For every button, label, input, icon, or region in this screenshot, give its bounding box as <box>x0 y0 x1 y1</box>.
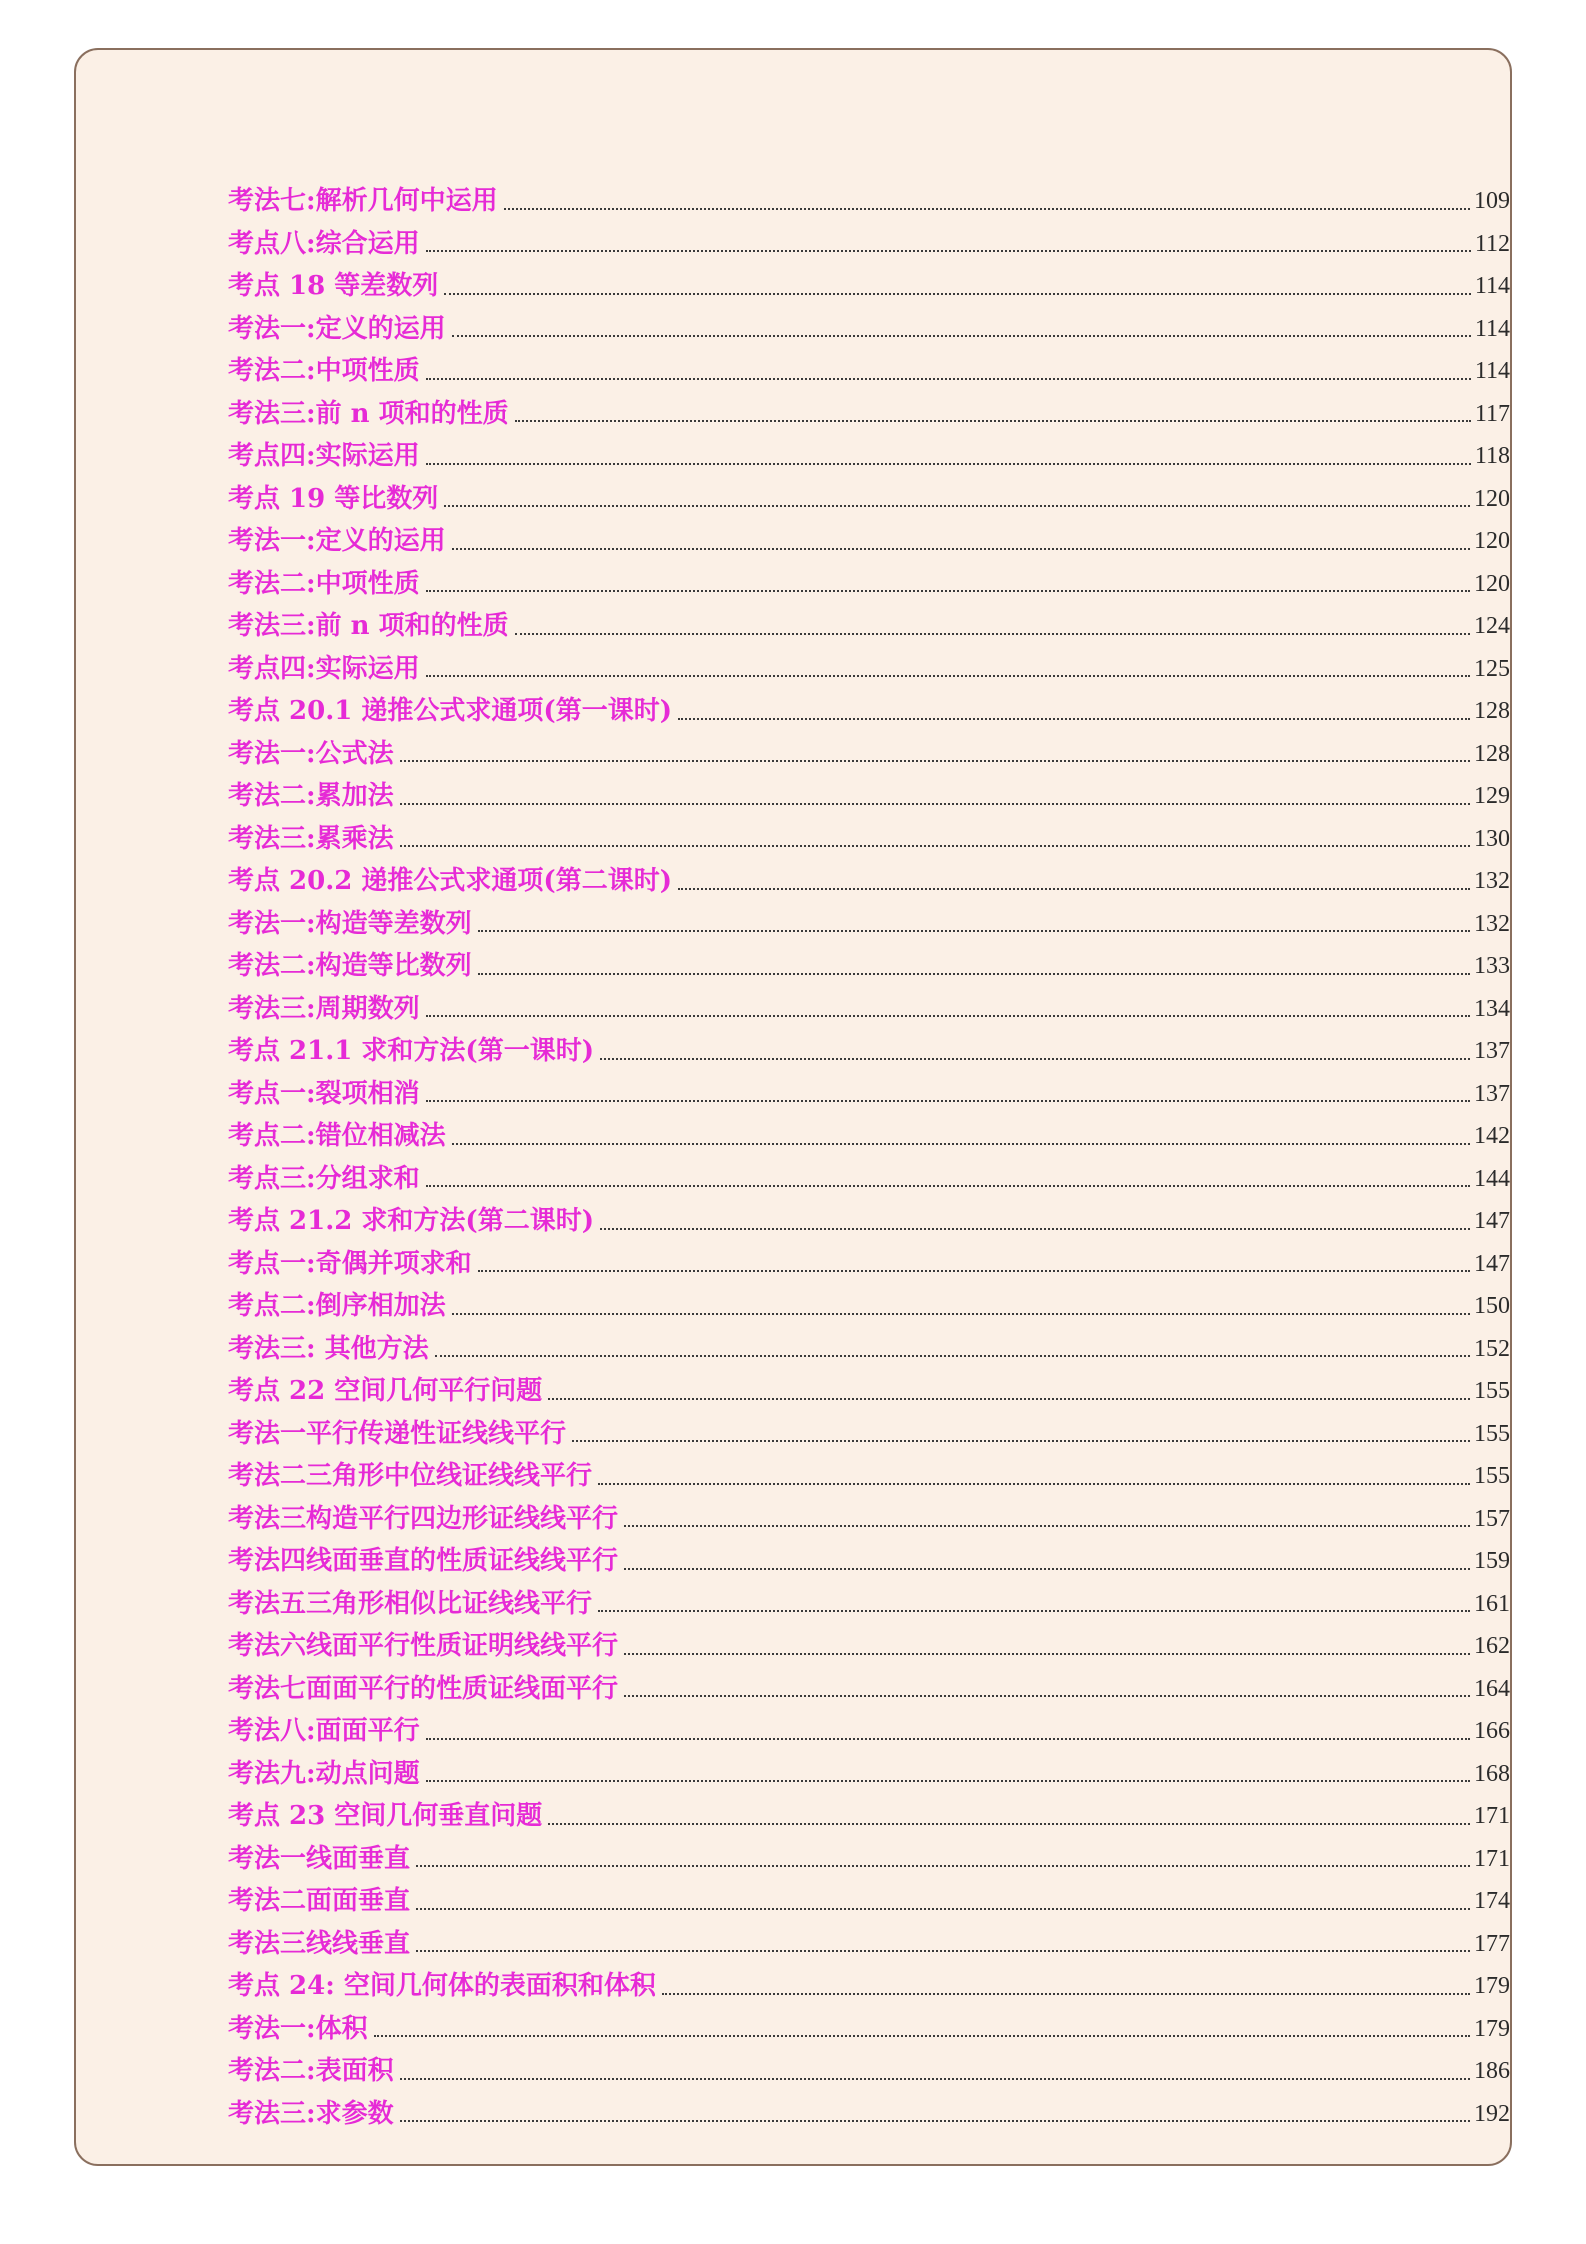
dot-leader <box>416 1907 1470 1910</box>
dot-leader <box>624 1524 1470 1527</box>
toc-entry-title[interactable]: 考法六线面平行性质证明线线平行 <box>228 1631 619 1661</box>
toc-entry[interactable] <box>228 180 1510 223</box>
dot-leader <box>515 632 1470 635</box>
toc-entry-page-number: 174 <box>1474 1888 1510 1914</box>
toc-entry-title[interactable]: 考法四线面垂直的性质证线线平行 <box>228 1546 619 1576</box>
toc-entry[interactable] <box>228 1540 1510 1583</box>
toc-entry-page-number: 162 <box>1474 1633 1510 1659</box>
toc-entry-title[interactable]: 考点 18 等差数列 <box>228 271 439 301</box>
toc-entry[interactable] <box>228 393 1510 436</box>
toc-entry-title[interactable]: 考法二:中项性质 <box>228 356 420 386</box>
toc-entry[interactable] <box>228 945 1510 988</box>
dot-leader <box>478 1269 1470 1272</box>
dot-leader <box>400 802 1470 805</box>
toc-entry[interactable] <box>228 1498 1510 1541</box>
toc-entry[interactable] <box>228 860 1510 903</box>
toc-entry[interactable] <box>228 1285 1510 1328</box>
toc-entry[interactable] <box>228 648 1510 691</box>
toc-entry-page-number: 159 <box>1474 1548 1510 1574</box>
toc-entry-page-number: 144 <box>1474 1165 1510 1192</box>
toc-entry[interactable] <box>228 733 1510 776</box>
toc-entry[interactable] <box>228 435 1510 478</box>
toc-entry[interactable] <box>228 690 1510 733</box>
toc-entry[interactable] <box>228 1073 1510 1116</box>
toc-entry[interactable] <box>228 478 1510 521</box>
toc-entry[interactable] <box>228 1030 1510 1073</box>
toc-entry-title[interactable]: 考法一:体积 <box>228 2013 368 2044</box>
dot-leader <box>572 1439 1470 1442</box>
toc-entry-title[interactable]: 考法一平行传递性证线线平行 <box>228 1418 567 1449</box>
toc-entry[interactable] <box>228 563 1510 606</box>
toc-entry[interactable] <box>228 2093 1510 2136</box>
toc-entry[interactable] <box>228 2050 1510 2093</box>
toc-entry[interactable] <box>228 1583 1510 1626</box>
toc-entry[interactable] <box>228 1370 1510 1413</box>
toc-entry-page-number: 120 <box>1474 528 1510 554</box>
toc-entry-page-number: 164 <box>1474 1675 1510 1702</box>
dot-leader <box>426 1184 1470 1187</box>
dot-leader <box>426 1737 1470 1740</box>
toc-entry[interactable] <box>228 988 1510 1031</box>
toc-entry-title[interactable]: 考法九:动点问题 <box>228 1758 420 1789</box>
toc-entry[interactable] <box>228 520 1510 563</box>
dot-leader <box>426 1779 1470 1782</box>
toc-entry[interactable] <box>228 223 1510 266</box>
toc-entry[interactable] <box>228 1158 1510 1201</box>
toc-entry-title[interactable]: 考法二三角形中位线证线线平行 <box>228 1461 593 1491</box>
toc-entry-title[interactable]: 考点二:错位相减法 <box>228 1121 446 1151</box>
toc-entry-title[interactable]: 考法二:构造等比数列 <box>228 951 472 981</box>
dot-leader <box>548 1397 1470 1400</box>
toc-entry[interactable] <box>228 2008 1510 2051</box>
toc-entry-page-number: 147 <box>1474 1250 1510 1277</box>
toc-entry-title[interactable]: 考法三:前 n 项和的性质 <box>228 398 509 429</box>
toc-entry-page-number: 186 <box>1474 2058 1510 2084</box>
dot-leader <box>452 334 1471 337</box>
dot-leader <box>444 292 1471 295</box>
toc-entry-title[interactable]: 考点四:实际运用 <box>228 441 420 471</box>
toc-entry-page-number: 132 <box>1474 910 1510 937</box>
toc-entry-page-number: 124 <box>1474 613 1510 639</box>
dot-leader <box>426 674 1470 677</box>
toc-entry[interactable] <box>228 1115 1510 1158</box>
toc-entry-title[interactable]: 考点四:实际运用 <box>228 653 420 684</box>
dot-leader <box>515 419 1471 422</box>
table-of-contents <box>228 180 1510 2135</box>
toc-entry-title[interactable]: 考点 21.1 求和方法(第一课时) <box>228 1036 595 1066</box>
toc-entry[interactable] <box>228 1965 1510 2008</box>
toc-entry-page-number: 142 <box>1474 1123 1510 1149</box>
toc-entry-page-number: 128 <box>1474 698 1510 724</box>
dot-leader <box>678 887 1470 890</box>
toc-entry-title[interactable]: 考点八:综合运用 <box>228 228 420 259</box>
toc-entry-page-number: 155 <box>1474 1420 1510 1447</box>
dot-leader <box>452 547 1470 550</box>
dot-leader <box>478 929 1470 932</box>
dot-leader <box>400 844 1470 847</box>
toc-entry-title[interactable]: 考法二:中项性质 <box>228 568 420 599</box>
toc-entry-page-number: 147 <box>1474 1208 1510 1234</box>
toc-entry[interactable] <box>228 818 1510 861</box>
toc-entry-title[interactable]: 考点 21.2 求和方法(第二课时) <box>228 1206 595 1236</box>
dot-leader <box>600 1057 1470 1060</box>
toc-entry-title[interactable]: 考法七面面平行的性质证线面平行 <box>228 1673 619 1704</box>
toc-entry[interactable] <box>228 1923 1510 1966</box>
toc-entry-page-number: 150 <box>1474 1293 1510 1319</box>
toc-entry-title[interactable]: 考法一:构造等差数列 <box>228 908 472 939</box>
toc-entry[interactable] <box>228 265 1510 308</box>
toc-entry-title[interactable]: 考法一:定义的运用 <box>228 313 446 344</box>
toc-entry[interactable] <box>228 1795 1510 1838</box>
toc-entry-title[interactable]: 考法三线线垂直 <box>228 1928 411 1959</box>
toc-entry-title[interactable]: 考点 24: 空间几何体的表面积和体积 <box>228 1971 656 2001</box>
toc-entry-page-number: 132 <box>1474 868 1510 894</box>
toc-entry[interactable] <box>228 350 1510 393</box>
toc-entry-title[interactable]: 考点 19 等比数列 <box>228 483 439 514</box>
toc-entry-page-number: 128 <box>1474 740 1510 767</box>
contents-panel <box>74 48 1512 2166</box>
toc-entry-page-number: 166 <box>1474 1718 1510 1744</box>
toc-entry-title[interactable]: 考点 23 空间几何垂直问题 <box>228 1801 543 1831</box>
dot-leader <box>444 504 1470 507</box>
dot-leader <box>426 1014 1470 1017</box>
toc-entry-page-number: 117 <box>1474 400 1510 427</box>
dot-leader <box>624 1652 1470 1655</box>
toc-entry-title[interactable]: 考法一线面垂直 <box>228 1843 411 1874</box>
toc-entry-page-number: 134 <box>1474 995 1510 1022</box>
toc-entry[interactable] <box>228 1455 1510 1498</box>
dot-leader <box>400 759 1470 762</box>
dot-leader <box>548 1822 1470 1825</box>
toc-entry-title[interactable]: 考法五三角形相似比证线线平行 <box>228 1588 593 1619</box>
toc-entry-page-number: 130 <box>1474 825 1510 852</box>
toc-entry-title[interactable]: 考法三: 其他方法 <box>228 1333 429 1364</box>
toc-entry-title[interactable]: 考法二:表面积 <box>228 2056 394 2086</box>
toc-entry-title[interactable]: 考法三:周期数列 <box>228 993 420 1024</box>
dot-leader <box>426 249 1471 252</box>
toc-entry-page-number: 179 <box>1474 1973 1510 1999</box>
dot-leader <box>426 589 1470 592</box>
toc-entry[interactable] <box>228 1753 1510 1796</box>
toc-entry[interactable] <box>228 903 1510 946</box>
dot-leader <box>598 1482 1470 1485</box>
toc-entry-page-number: 152 <box>1474 1335 1510 1362</box>
toc-entry[interactable] <box>228 1668 1510 1711</box>
toc-entry-page-number: 114 <box>1474 358 1510 384</box>
dot-leader <box>624 1694 1470 1697</box>
dot-leader <box>624 1567 1470 1570</box>
toc-entry-title[interactable]: 考法三:累乘法 <box>228 823 394 854</box>
dot-leader <box>426 1099 1470 1102</box>
dot-leader <box>452 1142 1470 1145</box>
dot-leader <box>435 1354 1470 1357</box>
dot-leader <box>426 462 1471 465</box>
dot-leader <box>452 1312 1470 1315</box>
toc-entry-page-number: 177 <box>1474 1930 1510 1957</box>
toc-entry-page-number: 179 <box>1474 2015 1510 2042</box>
toc-entry[interactable] <box>228 308 1510 351</box>
toc-entry-title[interactable]: 考法二:累加法 <box>228 781 394 811</box>
toc-entry-title[interactable]: 考点一:奇偶并项求和 <box>228 1248 472 1279</box>
toc-entry-title[interactable]: 考点一:裂项相消 <box>228 1078 420 1109</box>
toc-entry-page-number: 114 <box>1474 273 1510 299</box>
toc-entry-title[interactable]: 考法八:面面平行 <box>228 1716 420 1746</box>
toc-entry[interactable] <box>228 605 1510 648</box>
dot-leader <box>662 1992 1470 1995</box>
toc-entry-title[interactable]: 考法七:解析几何中运用 <box>228 186 498 216</box>
toc-entry[interactable] <box>228 1413 1510 1456</box>
dot-leader <box>400 2119 1470 2122</box>
toc-entry-page-number: 137 <box>1474 1080 1510 1107</box>
toc-entry-page-number: 114 <box>1474 315 1510 342</box>
toc-entry-page-number: 120 <box>1474 485 1510 512</box>
dot-leader <box>374 2034 1470 2037</box>
toc-entry[interactable] <box>228 1243 1510 1286</box>
toc-entry-title[interactable]: 考法三:前 n 项和的性质 <box>228 611 509 641</box>
dot-leader <box>416 1949 1470 1952</box>
toc-entry-page-number: 157 <box>1474 1505 1510 1532</box>
toc-entry-page-number: 171 <box>1474 1803 1510 1829</box>
toc-entry-title[interactable]: 考点三:分组求和 <box>228 1163 420 1194</box>
toc-entry-title[interactable]: 考法一:公式法 <box>228 738 394 769</box>
toc-entry-page-number: 155 <box>1474 1463 1510 1489</box>
toc-entry[interactable] <box>228 1710 1510 1753</box>
toc-entry-page-number: 161 <box>1474 1590 1510 1617</box>
toc-entry-title[interactable]: 考点 20.2 递推公式求通项(第二课时) <box>228 866 673 896</box>
toc-entry[interactable] <box>228 1880 1510 1923</box>
toc-entry-page-number: 112 <box>1474 230 1510 257</box>
toc-entry-page-number: 120 <box>1474 570 1510 597</box>
toc-entry-page-number: 192 <box>1474 2100 1510 2127</box>
toc-entry-title[interactable]: 考法三:求参数 <box>228 2098 394 2129</box>
toc-entry-title[interactable]: 考点 20.1 递推公式求通项(第一课时) <box>228 696 673 726</box>
dot-leader <box>478 972 1470 975</box>
toc-entry-title[interactable]: 考点 22 空间几何平行问题 <box>228 1376 543 1406</box>
toc-entry-title[interactable]: 考法二面面垂直 <box>228 1886 411 1916</box>
toc-entry[interactable] <box>228 1328 1510 1371</box>
dot-leader <box>598 1609 1470 1612</box>
toc-entry-page-number: 129 <box>1474 783 1510 809</box>
toc-entry[interactable] <box>228 1838 1510 1881</box>
dot-leader <box>416 1864 1470 1867</box>
toc-entry[interactable] <box>228 1625 1510 1668</box>
toc-entry-page-number: 137 <box>1474 1038 1510 1064</box>
toc-entry-page-number: 168 <box>1474 1760 1510 1787</box>
dot-leader <box>426 377 1471 380</box>
dot-leader <box>504 207 1470 210</box>
dot-leader <box>600 1227 1470 1230</box>
toc-entry-page-number: 125 <box>1474 655 1510 682</box>
dot-leader <box>400 2077 1470 2080</box>
toc-entry-title[interactable]: 考法一:定义的运用 <box>228 526 446 556</box>
toc-entry-page-number: 109 <box>1474 188 1510 214</box>
toc-entry[interactable] <box>228 1200 1510 1243</box>
toc-entry-title[interactable]: 考点二:倒序相加法 <box>228 1291 446 1321</box>
toc-entry[interactable] <box>228 775 1510 818</box>
toc-entry-page-number: 133 <box>1474 953 1510 979</box>
toc-entry-title[interactable]: 考法三构造平行四边形证线线平行 <box>228 1503 619 1534</box>
toc-entry-page-number: 155 <box>1474 1378 1510 1404</box>
dot-leader <box>678 717 1470 720</box>
toc-entry-page-number: 171 <box>1474 1845 1510 1872</box>
toc-entry-page-number: 118 <box>1474 443 1510 469</box>
